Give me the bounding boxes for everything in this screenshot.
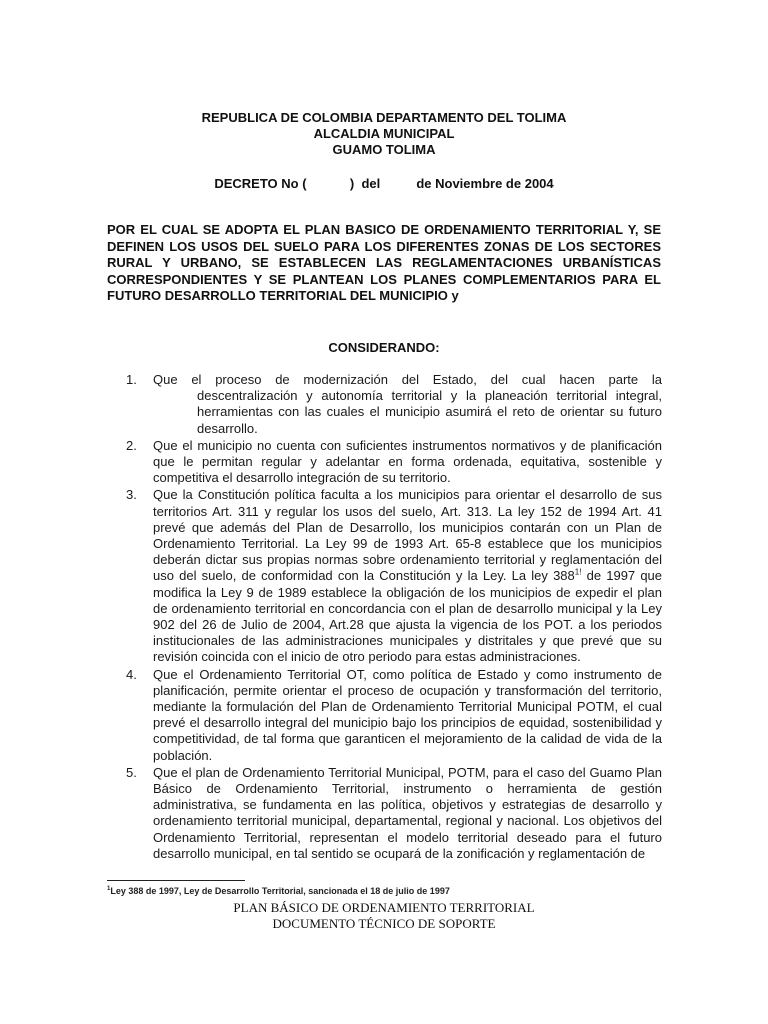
list-item	[126, 487, 662, 665]
footnote-text: Ley 388 de 1997, Ley de Desarrollo Territorial, sancionada el 18 de julio de 1997	[110, 886, 450, 896]
page-footer	[0, 900, 768, 932]
list-item-text	[153, 372, 662, 437]
list-item	[126, 765, 662, 862]
list-item-number: 4.	[126, 666, 137, 682]
list-item-text-before-footnote: Que la Constitución política faculta a los municipios para orientar el desarrollo de sus territorios Art. 311 y regular los usos del suelo, Art. 313. La ley 152 de 1994 Art. 41 prevé que además del Plan de Desarrollo, los municipios contarán con un Plan de Ordenamiento Territorial. La Ley 99 de 1993 Art. 65-8 establece que los municipios deberán dictar sus propias normas sobre ordenamiento territorial y reglamentación del uso del suelo, de conformidad con la Constitución y la Ley. La ley 388	[153, 487, 662, 584]
footnote-divider	[107, 880, 245, 881]
list-item-number: 3.	[126, 487, 137, 503]
considerando-heading: CONSIDERANDO:	[328, 340, 440, 355]
list-item-text: Que el municipio no cuenta con suficientes instrumentos normativos y de planificación que le permitan regular y adelantar en forma ordenada, equitativa, sostenible y competitiva el desarrollo integración de su territorio.	[153, 437, 662, 486]
decree-number-line: DECRETO No ( ) del de Noviembre de 2004	[214, 176, 554, 191]
footnote-reference[interactable]: 1!	[574, 568, 582, 578]
considerando-list	[126, 372, 662, 863]
list-item-number: 1.	[126, 372, 137, 387]
footer-line-document: DOCUMENTO TÉCNICO DE SOPORTE	[272, 916, 496, 931]
list-item-lead-line: Que el proceso de modernización del Estado, del cual hacen parte la	[153, 372, 662, 387]
list-item-text-after-footnote: de 1997 que modifica la Ley 9 de 1989 establece la obligación de los municipios de expedir el plan de ordenamiento territorial en concordancia con el plan de desarrollo municipal y la Ley 902 del 26 de Julio de 2004, Art.28 que ajusta la vigencia de los POT. a los periodos institucionales de las administraciones municipales y distritales y que prevé que su revisión coincida con el inicio de otro periodo para estas administraciones.	[153, 568, 663, 665]
footnote	[107, 884, 667, 897]
header-line-alcaldia: ALCALDIA MUNICIPAL	[313, 126, 455, 141]
list-item-text: Que el plan de Ordenamiento Territorial Municipal, POTM, para el caso del Guamo Plan Básico de Ordenamiento Territorial, instrumento o herramienta de gestión administrativa, se fundamenta en las política, objetivos y estrategias de desarrollo y ordenamiento territorial municipal, departamental, regional y nacional. Los objetivos del Ordenamiento Territorial, representan el modelo territorial deseado para el futuro desarrollo municipal, en tal sentido se ocupará de la zonificación y reglamentación de	[153, 764, 662, 861]
header-line-republic: REPUBLICA DE COLOMBIA DEPARTAMENTO DEL TOLIMA	[201, 110, 567, 125]
list-item-indented-text: descentralización y autonomía territorial y la planeación territorial integral, herramientas con las cuales el municipio asumirá el reto de orientar su futuro desarrollo.	[197, 388, 662, 436]
list-item-text	[153, 487, 662, 665]
footer-line-plan: PLAN BÁSICO DE ORDENAMIENTO TERRITORIAL	[233, 900, 535, 915]
header-line-municipality: GUAMO TOLIMA	[332, 142, 436, 157]
list-item-text: Que el Ordenamiento Territorial OT, como política de Estado y como instrumento de planificación, permite orientar el proceso de ocupación y transformación del territorio, mediante la formulación del Plan de Ordenamiento Territorial Municipal POTM, el cual prevé el desarrollo integral del municipio bajo los principios de equidad, sostenibilidad y competitividad, de tal forma que garanticen el mejoramiento de la calidad de vida de la población.	[153, 666, 662, 763]
document-header	[0, 110, 768, 158]
decree-purpose-paragraph: POR EL CUAL SE ADOPTA EL PLAN BASICO DE ORDENAMIENTO TERRITORIAL Y, SE DEFINEN LOS USOS DEL SUELO PARA LOS DIFERENTES ZONAS DE LOS SECTORES RURAL Y URBANO, SE ESTABLECEN LAS REGLAMENTACIONES URBANÍSTICAS CORRESPONDIENTES Y SE PLANTEAN LOS PLANES COMPLEMENTARIOS PARA EL FUTURO DESARROLLO TERRITORIAL DEL MUNICIPIO y	[107, 222, 661, 304]
list-item-number: 5.	[126, 764, 137, 780]
list-item	[126, 667, 662, 764]
list-item	[126, 372, 662, 437]
list-item	[126, 438, 662, 487]
footnote-mark: 1	[107, 886, 111, 892]
list-item-number: 2.	[126, 437, 137, 453]
